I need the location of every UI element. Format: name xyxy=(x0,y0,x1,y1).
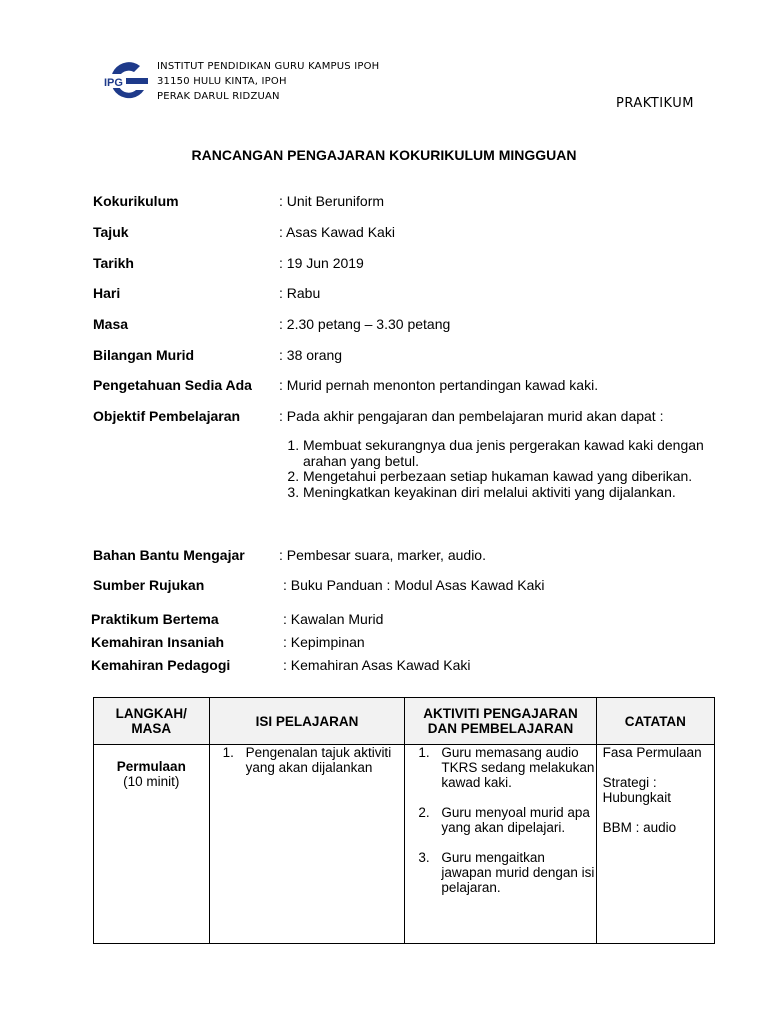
isi-item-number: 1. xyxy=(222,745,234,760)
phase-cell xyxy=(94,745,210,944)
tajuk-label: Tajuk xyxy=(93,224,129,240)
bilangan-murid-label: Bilangan Murid xyxy=(93,347,195,363)
praktikum-label: PRAKTIKUM xyxy=(616,96,694,111)
phase-duration: (10 minit) xyxy=(123,774,180,789)
institution-name: INSTITUT PENDIDIKAN GURU KAMPUS IPOH xyxy=(157,61,380,72)
aktiviti-item-text: Guru memasang audio TKRS sedang melakukan kawad kaki. xyxy=(441,745,595,790)
sumber-value: : Buku Panduan : Modul Asas Kawad Kaki xyxy=(283,577,545,593)
table-header-row xyxy=(94,698,715,745)
svg-text:IPG: IPG xyxy=(104,77,123,89)
header-aktiviti: AKTIVITI PENGAJARAN DAN PEMBELAJARAN xyxy=(405,698,596,745)
aktiviti-item-text: Guru menyoal murid apa yang akan dipelajari. xyxy=(441,805,590,835)
document-title: RANCANGAN PENGAJARAN KOKURIKULUM MINGGUAN xyxy=(191,147,577,163)
isi-item-text: Pengenalan tajuk aktiviti yang akan dijalankan xyxy=(245,745,392,775)
objective-item: 2. Mengetahui perbezaan setiap hukaman kawad yang diberikan. xyxy=(303,469,743,485)
bahan-value: : Pembesar suara, marker, audio. xyxy=(279,547,486,563)
masa-value: : 2.30 petang – 3.30 petang xyxy=(279,316,451,332)
isi-cell xyxy=(209,745,405,944)
aktiviti-item-number: 1. xyxy=(418,745,430,760)
ipg-logo xyxy=(100,60,152,104)
institution-postcode: 31150 HULU KINTA, IPOH xyxy=(157,76,287,87)
pengetahuan-value: : Murid pernah menonton pertandingan kawad kaki. xyxy=(279,377,599,393)
objective-item: 1. Membuat sekurangnya dua jenis pergerakan kawad kaki dengan arahan yang betul. xyxy=(303,438,743,469)
tarikh-value: : 19 Jun 2019 xyxy=(279,255,364,271)
tarikh-label: Tarikh xyxy=(93,255,134,271)
aktiviti-item xyxy=(405,745,595,790)
kemahiran-insaniah-label: Kemahiran Insaniah xyxy=(91,634,225,650)
catatan-cell xyxy=(596,745,714,944)
sumber-label: Sumber Rujukan xyxy=(93,577,205,593)
header-langkah: LANGKAH/ MASA xyxy=(94,698,210,745)
tajuk-value: : Asas Kawad Kaki xyxy=(279,224,395,240)
aktiviti-item-text: Guru mengaitkan jawapan murid dengan isi pelajaran. xyxy=(441,850,595,895)
catatan-bbm: BBM : audio xyxy=(602,820,677,835)
masa-label: Masa xyxy=(93,316,129,332)
kemahiran-pedagogi-value: : Kemahiran Asas Kawad Kaki xyxy=(283,657,471,673)
aktiviti-item-number: 2. xyxy=(418,805,430,820)
bahan-label: Bahan Bantu Mengajar xyxy=(93,547,245,563)
hari-value: : Rabu xyxy=(279,285,321,301)
objektif-label: Objektif Pembelajaran xyxy=(93,408,241,424)
catatan-fasa: Fasa Permulaan xyxy=(602,745,702,760)
lesson-plan-table xyxy=(93,697,715,944)
institution-state: PERAK DARUL RIDZUAN xyxy=(157,91,280,102)
aktiviti-item-number: 3. xyxy=(418,850,430,865)
header-isi: ISI PELAJARAN xyxy=(209,698,405,745)
institution-address xyxy=(157,59,379,104)
isi-item xyxy=(210,745,405,775)
catatan-strategi: Strategi : Hubungkait xyxy=(602,775,671,805)
kokurikulum-label: Kokurikulum xyxy=(93,193,179,209)
aktiviti-item xyxy=(405,805,595,835)
pengetahuan-label: Pengetahuan Sedia Ada xyxy=(93,377,252,393)
bilangan-murid-value: : 38 orang xyxy=(279,347,343,363)
praktikum-bertema-value: : Kawalan Murid xyxy=(283,611,384,627)
objectives-list xyxy=(285,438,743,500)
objective-item: 3. Meningkatkan keyakinan diri melalui aktiviti yang dijalankan. xyxy=(303,485,743,501)
kemahiran-insaniah-value: : Kepimpinan xyxy=(283,634,365,650)
aktiviti-item xyxy=(405,850,595,895)
praktikum-bertema-label: Praktikum Bertema xyxy=(91,611,219,627)
table-row xyxy=(94,745,715,944)
header-catatan: CATATAN xyxy=(596,698,714,745)
hari-label: Hari xyxy=(93,285,121,301)
phase-name: Permulaan xyxy=(116,759,186,774)
objektif-value: : Pada akhir pengajaran dan pembelajaran murid akan dapat : xyxy=(279,408,664,424)
kemahiran-pedagogi-label: Kemahiran Pedagogi xyxy=(91,657,231,673)
aktiviti-cell xyxy=(405,745,596,944)
kokurikulum-value: : Unit Beruniform xyxy=(279,193,385,209)
